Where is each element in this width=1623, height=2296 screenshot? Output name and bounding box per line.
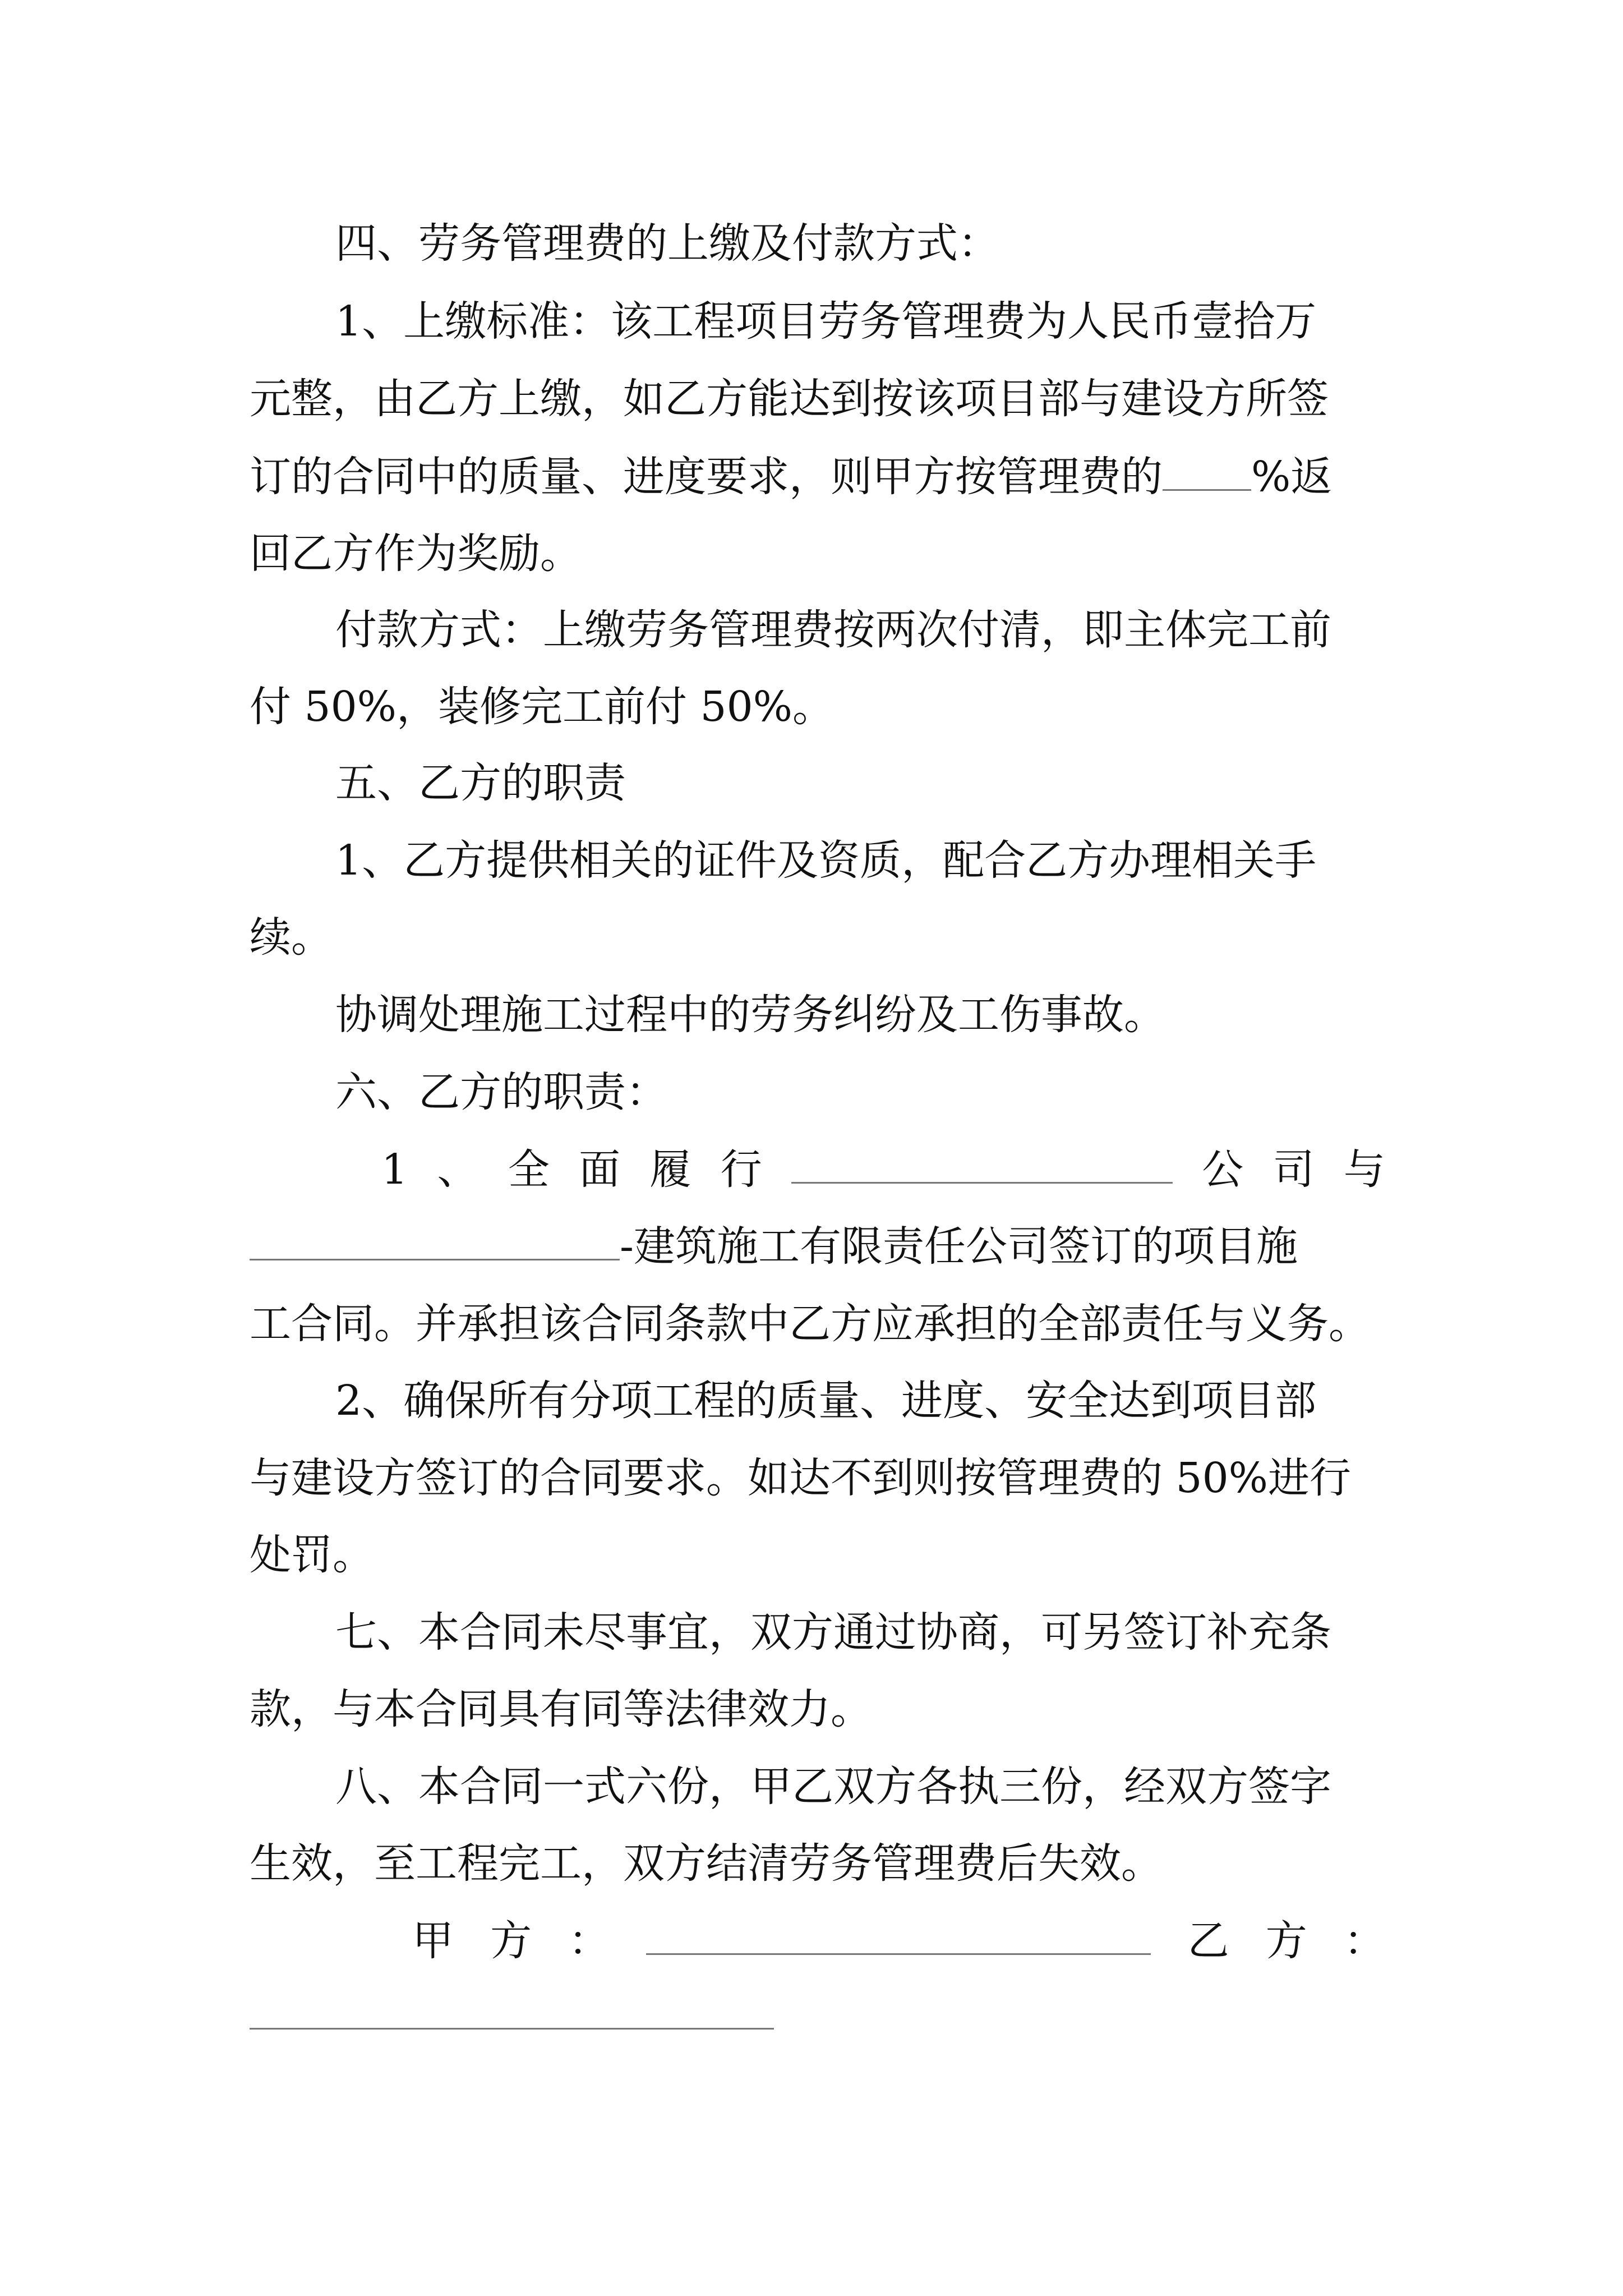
- item6-2-line1: 2、确保所有分项工程的质量、进度、安全达到项目部: [335, 1377, 1317, 1425]
- item6-1-char: 行: [720, 1145, 762, 1194]
- item6-1-char: 司: [1272, 1145, 1315, 1194]
- item4-1-line3-text: 订的合同中的质量、进度要求，则甲方按管理费的: [250, 453, 1163, 501]
- party-a-char: ：: [568, 1917, 610, 1965]
- payment-line1: 付款方式：上缴劳务管理费按两次付清，即主体完工前: [335, 606, 1331, 654]
- signature-line: [412, 1913, 1385, 1969]
- section8-line2: 生效，至工程完工，双方结清劳务管理费后失效。: [250, 1839, 1163, 1888]
- item5-1-line2: 续。: [250, 913, 333, 961]
- section5-heading: 五、乙方的职责: [335, 759, 626, 807]
- party-b-char: 乙: [1187, 1917, 1229, 1965]
- item6-1-char: 1: [381, 1145, 408, 1194]
- item6-2-line2: 与建设方签订的合同要求。如达不到则按管理费的 50%进行: [250, 1454, 1351, 1502]
- section6-heading: 六、乙方的职责：: [335, 1068, 667, 1116]
- contractor-name-blank[interactable]: [250, 1220, 620, 1260]
- item6-1-char: 全: [508, 1145, 550, 1194]
- item5-1-line1: 1、乙方提供相关的证件及资质，配合乙方办理相关手: [335, 836, 1317, 885]
- item6-1-char: 与: [1343, 1145, 1385, 1194]
- item6-1-line1: [381, 1142, 1385, 1198]
- reward-percent-blank[interactable]: [1163, 450, 1251, 491]
- party-b-signature-blank[interactable]: [250, 2028, 774, 2030]
- item6-1-line2: [250, 1218, 1298, 1274]
- item6-1-char: 履: [649, 1145, 691, 1194]
- section7-line1: 七、本合同未尽事宜，双方通过协商，可另签订补充条: [335, 1608, 1331, 1657]
- party-a-signature-blank[interactable]: [646, 1914, 1151, 1955]
- item4-1-line4: 回乙方作为奖励。: [250, 530, 582, 578]
- section7-line2: 款，与本合同具有同等法律效力。: [250, 1685, 872, 1733]
- item4-1-line2: 元整，由乙方上缴，如乙方能达到按该项目部与建设方所签: [250, 375, 1329, 423]
- item6-1-line3: 工合同。并承担该合同条款中乙方应承担的全部责任与义务。: [250, 1300, 1370, 1348]
- item6-1-char: 公: [1202, 1145, 1244, 1194]
- payment-line2: 付 50%，装修完工前付 50%。: [250, 683, 834, 731]
- company-name-blank[interactable]: [791, 1143, 1173, 1184]
- item4-1-line3-tail: %返: [1251, 453, 1332, 501]
- item6-2-line3: 处罚。: [250, 1531, 374, 1579]
- party-b-char: ：: [1343, 1917, 1385, 1965]
- item4-1-line1: 1、上缴标准：该工程项目劳务管理费为人民币壹拾万: [335, 297, 1317, 346]
- item6-1-char: 、: [437, 1145, 479, 1194]
- item5-2: 协调处理施工过程中的劳务纠纷及工伤事故。: [335, 991, 1165, 1039]
- item6-1-char: 面: [579, 1145, 621, 1194]
- party-a-char: 甲: [412, 1917, 454, 1965]
- party-b-char: 方: [1265, 1917, 1307, 1965]
- section4-heading: 四、劳务管理费的上缴及付款方式：: [335, 219, 999, 268]
- section8-line1: 八、本合同一式六份，甲乙双方各执三份，经双方签字: [335, 1763, 1331, 1811]
- party-a-char: 方: [490, 1917, 532, 1965]
- item6-1-line2-text: -建筑施工有限责任公司签订的项目施: [620, 1222, 1298, 1271]
- item4-1-line3: [250, 449, 1388, 505]
